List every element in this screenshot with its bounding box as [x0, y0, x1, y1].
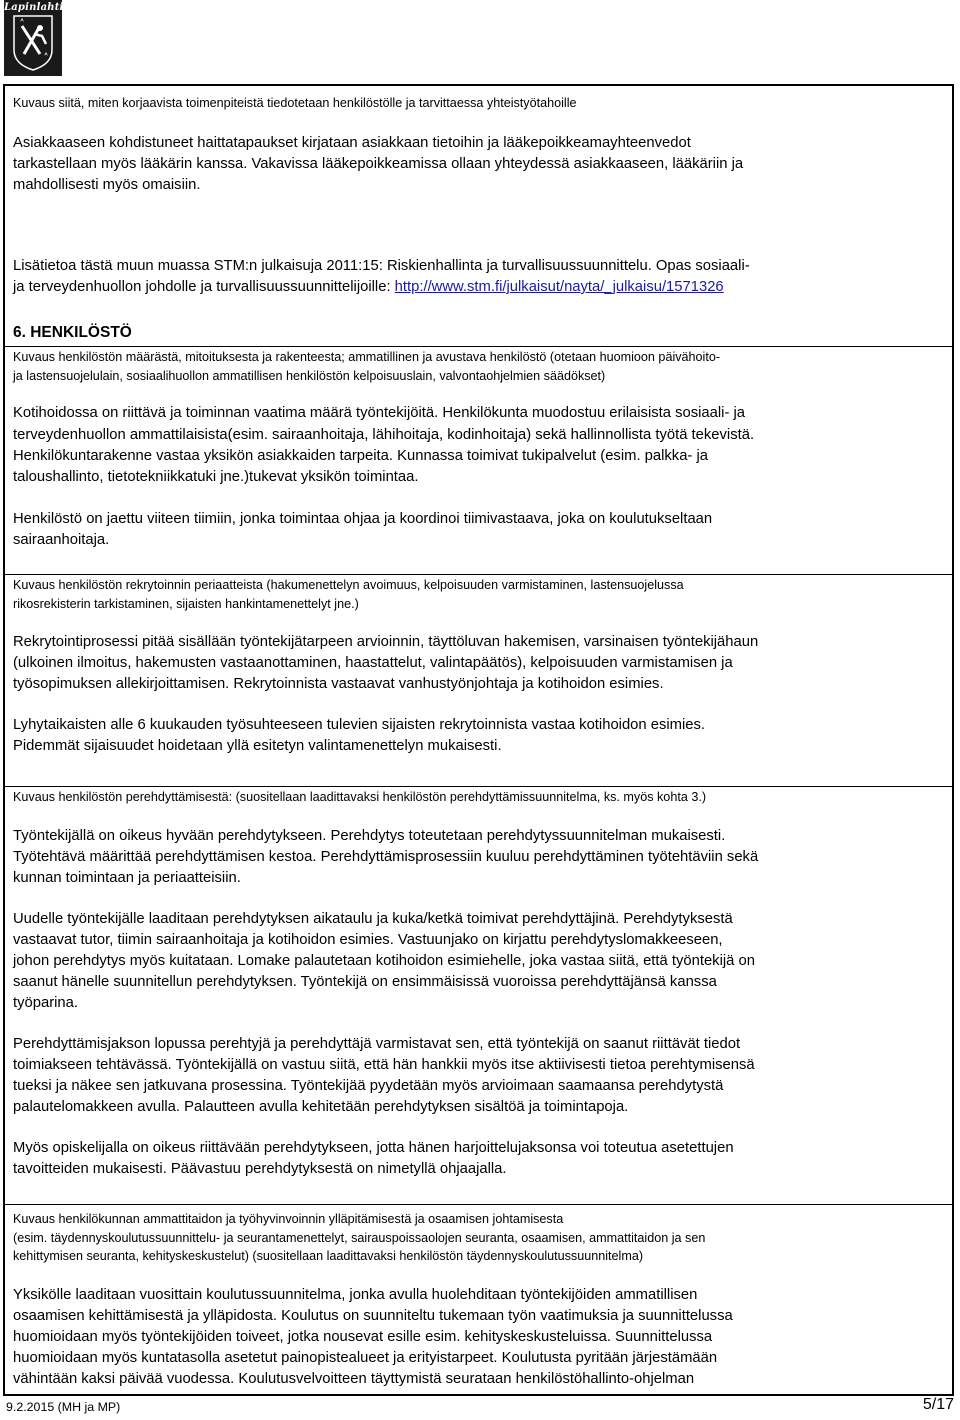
paragraph-line: Työtehtävä määrittää perehdyttämisen kestoa. Perehdyttämisprosessiin kuuluu perehdyttäminen työtehtäviin sekä — [13, 849, 759, 865]
paragraph-line: vähintään kaksi päivää vuodessa. Koulutusvelvoitteen täyttymistä seurataan henkilöstöhallinto-ohjelman — [13, 1371, 695, 1387]
paragraph-line: Myös opiskelijalla on oikeus riittävään perehdytykseen, jotta hänen harjoittelujaksonsa voi toteutua asetettujen — [13, 1140, 734, 1156]
stm-publication-link[interactable]: http://www.stm.fi/julkaisut/nayta/_julkaisu/1571326 — [394, 279, 724, 295]
coat-of-arms-icon — [10, 14, 56, 72]
paragraph-line: tueksi ja näkee sen jatkuvana prosessina. Työntekijää pyydetään myös arvioimaan saamaansa perehdytystä — [13, 1078, 724, 1094]
municipality-logo — [4, 0, 62, 76]
paragraph-line: Työntekijällä on oikeus hyvään perehdytykseen. Perehdytys toteutetaan perehdytyssuunnitelman mukaisesti. — [13, 828, 726, 844]
paragraph-line: Asiakkaaseen kohdistuneet haittatapaukset kirjataan asiakkaan tietoihin ja lääkepoikkeamayhteenvedot — [13, 135, 691, 151]
box-label-line: Kuvaus henkilöstön rekrytoinnin periaatteista (hakumenettelyn avoimuus, kelpoisuuden varmistaminen, lastensuojelussa — [13, 578, 684, 592]
paragraph-line: tarkastellaan myös lääkärin kanssa. Vakavissa lääkepoikkeamissa ollaan yhteydessä asiakkaaseen, lääkäriin ja — [13, 156, 744, 172]
logo-name: Lapinlahti — [4, 2, 64, 13]
paragraph-line: huomioidaan myös työntekijöiden toiveet, jotka nousevat esille esim. kehityskeskusteluissa. Suunnittelussa — [13, 1329, 713, 1345]
box-label-line: Kuvaus henkilöstön määrästä, mitoituksesta ja rakenteesta; ammatillinen ja avustava henkilöstö (otetaan huomioon päivähoito- — [13, 350, 721, 364]
paragraph-line: kunnan toimintaan ja periaatteisiin. — [13, 870, 241, 886]
paragraph-line: Pidemmät sijaisuudet hoidetaan yllä esitetyn valintamenettelyn mukaisesti. — [13, 738, 502, 754]
paragraph-line: Yksikölle laaditaan vuosittain koulutussuunnitelma, jonka avulla huolehditaan työntekijöiden ammatillisen — [13, 1287, 698, 1303]
paragraph-line: Lisätietoa tästä muun muassa STM:n julkaisuja 2011:15: Riskienhallinta ja turvallisuussuunnittelu. Opas sosiaali- — [13, 258, 750, 274]
link-lead-text: ja terveydenhuollon johdolle ja turvallisuussuunnittelijoille: — [13, 279, 395, 295]
paragraph-line: Uudelle työntekijälle laaditaan perehdytyksen aikataulu ja kuka/ketkä toimivat perehdyttäjinä. Perehdytyksestä — [13, 911, 733, 927]
box-label: Kuvaus henkilöstön perehdyttämisestä: (suositellaan laadittavaksi henkilöstön perehdyttämissuunnitelma, ks. myös kohta 3.) — [13, 790, 707, 804]
paragraph-line: sairaanhoitaja. — [13, 532, 110, 548]
paragraph-line: tavoitteiden mukaisesti. Päävastuu perehdytyksestä on nimetyllä ohjaajalla. — [13, 1161, 507, 1177]
paragraph-line: työsopimuksen allekirjoittamisen. Rekrytoinnista vastaavat vanhustyönjohtaja ja kotihoidon esimies. — [13, 676, 664, 692]
paragraph-line: taloushallinto, tietotekniikkatuki jne.)tukevat yksikön toimintaa. — [13, 469, 419, 485]
paragraph-line: Henkilöstö on jaettu viiteen tiimiin, jonka toimintaa ohjaa ja koordinoi tiimivastaava, joka on koulutukseltaan — [13, 511, 713, 527]
competence-wellbeing-box — [5, 1204, 952, 1394]
paragraph-line: mahdollisesti myös omaisiin. — [13, 177, 201, 193]
paragraph-line: huomioidaan myös kuntatasolla asetetut painopistealueet ja erityistarpeet. Koulutusta pyritään järjestämään — [13, 1350, 718, 1366]
box-label-line: (esim. täydennyskoulutussuunnittelu- ja seurantamenettelyt, sairauspoissaolojen seuranta, osaamisen, ammattitaidon ja sen — [13, 1231, 706, 1245]
section-label: Kuvaus siitä, miten korjaavista toimenpiteistä tiedotetaan henkilöstölle ja tarvittaessa yhteistyötahoille — [13, 96, 577, 110]
corrective-actions-section — [5, 86, 952, 320]
paragraph-line: Rekrytointiprosessi pitää sisällään työntekijätarpeen arvioinnin, täyttöluvan hakemisen, varsinaisen työntekijähaun — [13, 634, 759, 650]
paragraph-line: saanut hänelle suunnitellun perehdytyksen. Työntekijä on ensimmäisissä vuoroissa perehdyttäjänsä kanssa — [13, 974, 717, 990]
paragraph-line: toimiakseen tehtävässä. Työntekijällä on vastuu siitä, että hän hankkii myös itse aktiivisesti tietoa perehtymisensä — [13, 1057, 755, 1073]
paragraph-line: palautelomakkeen avulla. Palautteen avulla kehitetään perehdytyksen sisältöä ja toimintapoja. — [13, 1099, 629, 1115]
document-frame — [3, 84, 954, 1396]
paragraph-line: Henkilökuntarakenne vastaa yksikön asiakkaiden tarpeita. Kunnassa toimivat tukipalvelut (esim. palkka- ja — [13, 448, 708, 464]
paragraph-line: vastaavat tutor, tiimin sairaanhoitaja ja kotihoidon esimies. Vastuunjako on kirjattu perehdytyslomakkeeseen, — [13, 932, 723, 948]
box-label-line: ja lastensuojelulain, sosiaalihuollon ammatillisen henkilöstön kelpoisuuslain, valvontaohjelmien säädökset) — [13, 369, 606, 383]
paragraph-line: johon perehdytys myös kuitataan. Lomake palautetaan kotihoidon esimiehelle, joka vastaa siitä, että työntekijä on — [13, 953, 755, 969]
paragraph-line-with-link — [13, 277, 944, 298]
paragraph-line: Kotihoidossa on riittävä ja toiminnan vaatima määrä työntekijöitä. Henkilökunta muodostuu erilaisista sosiaali- ja — [13, 405, 745, 421]
recruitment-box — [5, 574, 952, 786]
paragraph-line: Lyhytaikaisten alle 6 kuukauden työsuhteeseen tulevien sijaisten rekrytoinnista vastaa kotihoidon esimies. — [13, 717, 706, 733]
paragraph-line: osaamisen kehittämisestä ja ylläpidosta. Koulutus on suunniteltu tukemaan työn vaatimuksia ja suunnittelussa — [13, 1308, 733, 1324]
paragraph-line: (ulkoinen ilmoitus, hakemusten vastaanottaminen, haastattelut, valintapäätös), kelpoisuuden varmistamisen ja — [13, 655, 733, 671]
footer-date: 9.2.2015 (MH ja MP) — [6, 1400, 121, 1414]
section-heading: 6. HENKILÖSTÖ — [13, 324, 132, 341]
box-label-line: kehittymisen seuranta, kehityskeskustelut) (suositellaan laadittavaksi henkilöstön täydennyskoulutussuunnitelma) — [13, 1249, 644, 1263]
paragraph-line: Perehdyttämisjakson lopussa perehtyjä ja perehdyttäjä varmistavat sen, että työntekijä on saanut riittävät tiedot — [13, 1036, 741, 1052]
box-label-line: rikosrekisterin tarkistaminen, sijaisten hankintamenettelyt jne.) — [13, 597, 359, 611]
paragraph-line: työparina. — [13, 995, 78, 1011]
staff-structure-box — [5, 346, 952, 574]
orientation-box — [5, 786, 952, 1204]
paragraph-line: terveydenhuollon ammattilaisista(esim. sairaanhoitaja, lähihoitaja, kodinhoitaja) sekä hallinnollista työtä tekevistä. — [13, 427, 755, 443]
box-label-line: Kuvaus henkilökunnan ammattitaidon ja työhyvinvoinnin ylläpitämisestä ja osaamisen johtamisesta — [13, 1212, 564, 1226]
page-number: 5/17 — [922, 1396, 954, 1413]
